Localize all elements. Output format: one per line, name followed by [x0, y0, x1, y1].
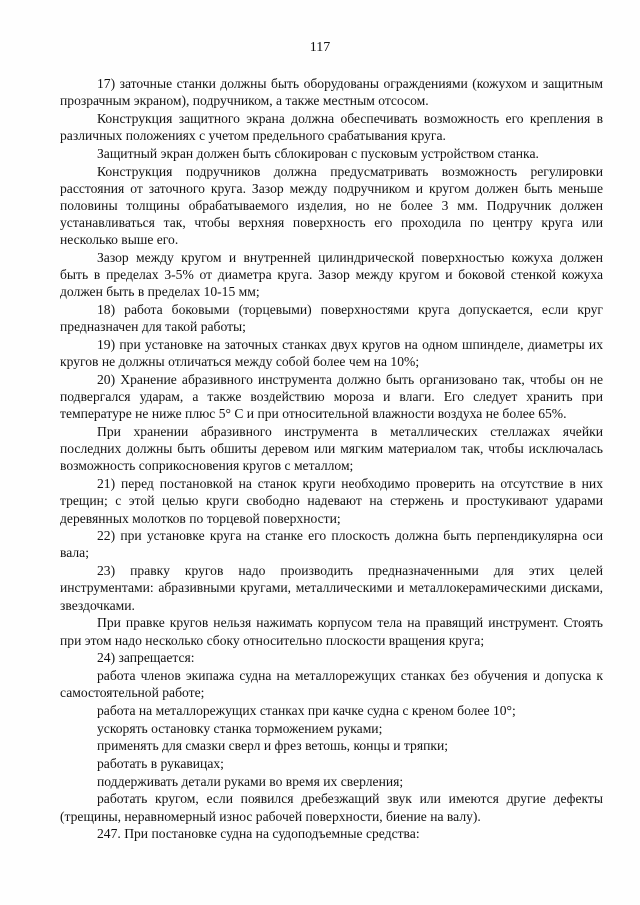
prohibition-list-item: применять для смазки сверл и фрез ветошь, концы и тряпки;	[97, 738, 449, 754]
prohibition-list-item: работать в рукавицах;	[97, 755, 224, 771]
paragraph-storage-racks: При хранении абразивного инструмента в металлических стеллажах ячейки последних должны быть обшиты деревом или мягким материалом так, чтобы исключалась возможность соприкосновения кругов с металлом;	[60, 424, 603, 474]
paragraph-tool-rest: Конструкция подручников должна предусматривать возможность регулировки расстояния от заточного круга. Зазор между подручником и кругом должен быть меньше половины толщины обрабатываемого изделия, но не более 3 мм. Подручник должен устанавливаться так, чтобы верхняя поверхность его проходила по центру круга или несколько выше его.	[60, 163, 603, 248]
paragraph-guard-gap: Зазор между кругом и внутренней цилиндрической поверхностью кожуха должен быть в пределах 3-5% от диаметра круга. Зазор между кругом и боковой стенкой кожуха должен быть в пределах 10-15 мм;	[60, 250, 603, 300]
paragraph-item-20: 20) Хранение абразивного инструмента должно быть организовано так, чтобы он не подвергался ударам, а также воздействию мороза и влаги. Его следует хранить при температуре не ниже плюс 5° С и при относительной влажности воздуха не более 65%.	[60, 371, 603, 422]
prohibition-list-item: ускорять остановку станка торможением руками;	[97, 720, 383, 736]
paragraph-item-17: 17) заточные станки должны быть оборудованы ограждениями (кожухом и защитным прозрачным экраном), подручником, а также местным отсосом.	[60, 76, 603, 109]
paragraph-item-18: 18) работа боковыми (торцевыми) поверхностями круга допускается, если круг предназначен для такой работы;	[60, 302, 603, 335]
document-body	[60, 75, 603, 843]
prohibition-list-item: работать кругом, если появился дребезжащий звук или имеются другие дефекты (трещины, неравномерный износ рабочей поверхности, биение на валу).	[60, 791, 603, 824]
paragraph-item-23: 23) правку кругов надо производить предназначенными для этих целей инструментами: абразивными кругами, металлическими и металлокерамическими дисками, звездочками.	[60, 563, 603, 613]
paragraph-dressing-posture: При правке кругов нельзя нажимать корпусом тела на правящий инструмент. Стоять при этом надо несколько сбоку относительно плоскости вращения круга;	[60, 615, 603, 648]
prohibition-list-item: работа на металлорежущих станках при качке судна с креном более 10°;	[97, 702, 516, 718]
paragraph-item-22: 22) при установке круга на станке его плоскость должна быть перпендикулярна оси вала;	[60, 528, 603, 561]
prohibition-list-item: работа членов экипажа судна на металлорежущих станках без обучения и допуска к самостоятельной работе;	[60, 667, 603, 701]
paragraph-item-21: 21) перед постановкой на станок круги необходимо проверить на отсутствие в них трещин; с этой целью круги свободно надевают на стержень и простукивают ударами деревянных молотков по торцевой поверхности;	[60, 476, 603, 526]
prohibition-list-item: поддерживать детали руками во время их сверления;	[97, 773, 404, 789]
paragraph-screen-mounting: Конструкция защитного экрана должна обеспечивать возможность его крепления в различных положениях с учетом предельного срабатывания круга.	[60, 110, 603, 144]
paragraph-item-24: 24) запрещается:	[97, 650, 195, 666]
paragraph-section-247: 247. При постановке судна на судоподъемные средства:	[97, 826, 420, 842]
page-number: 117	[309, 40, 331, 55]
paragraph-screen-interlock: Защитный экран должен быть сблокирован с пусковым устройством станка.	[97, 145, 539, 161]
paragraph-item-19: 19) при установке на заточных станках двух кругов на одном шпинделе, диаметры их кругов не должны отличаться между собой более чем на 10%;	[60, 337, 603, 370]
